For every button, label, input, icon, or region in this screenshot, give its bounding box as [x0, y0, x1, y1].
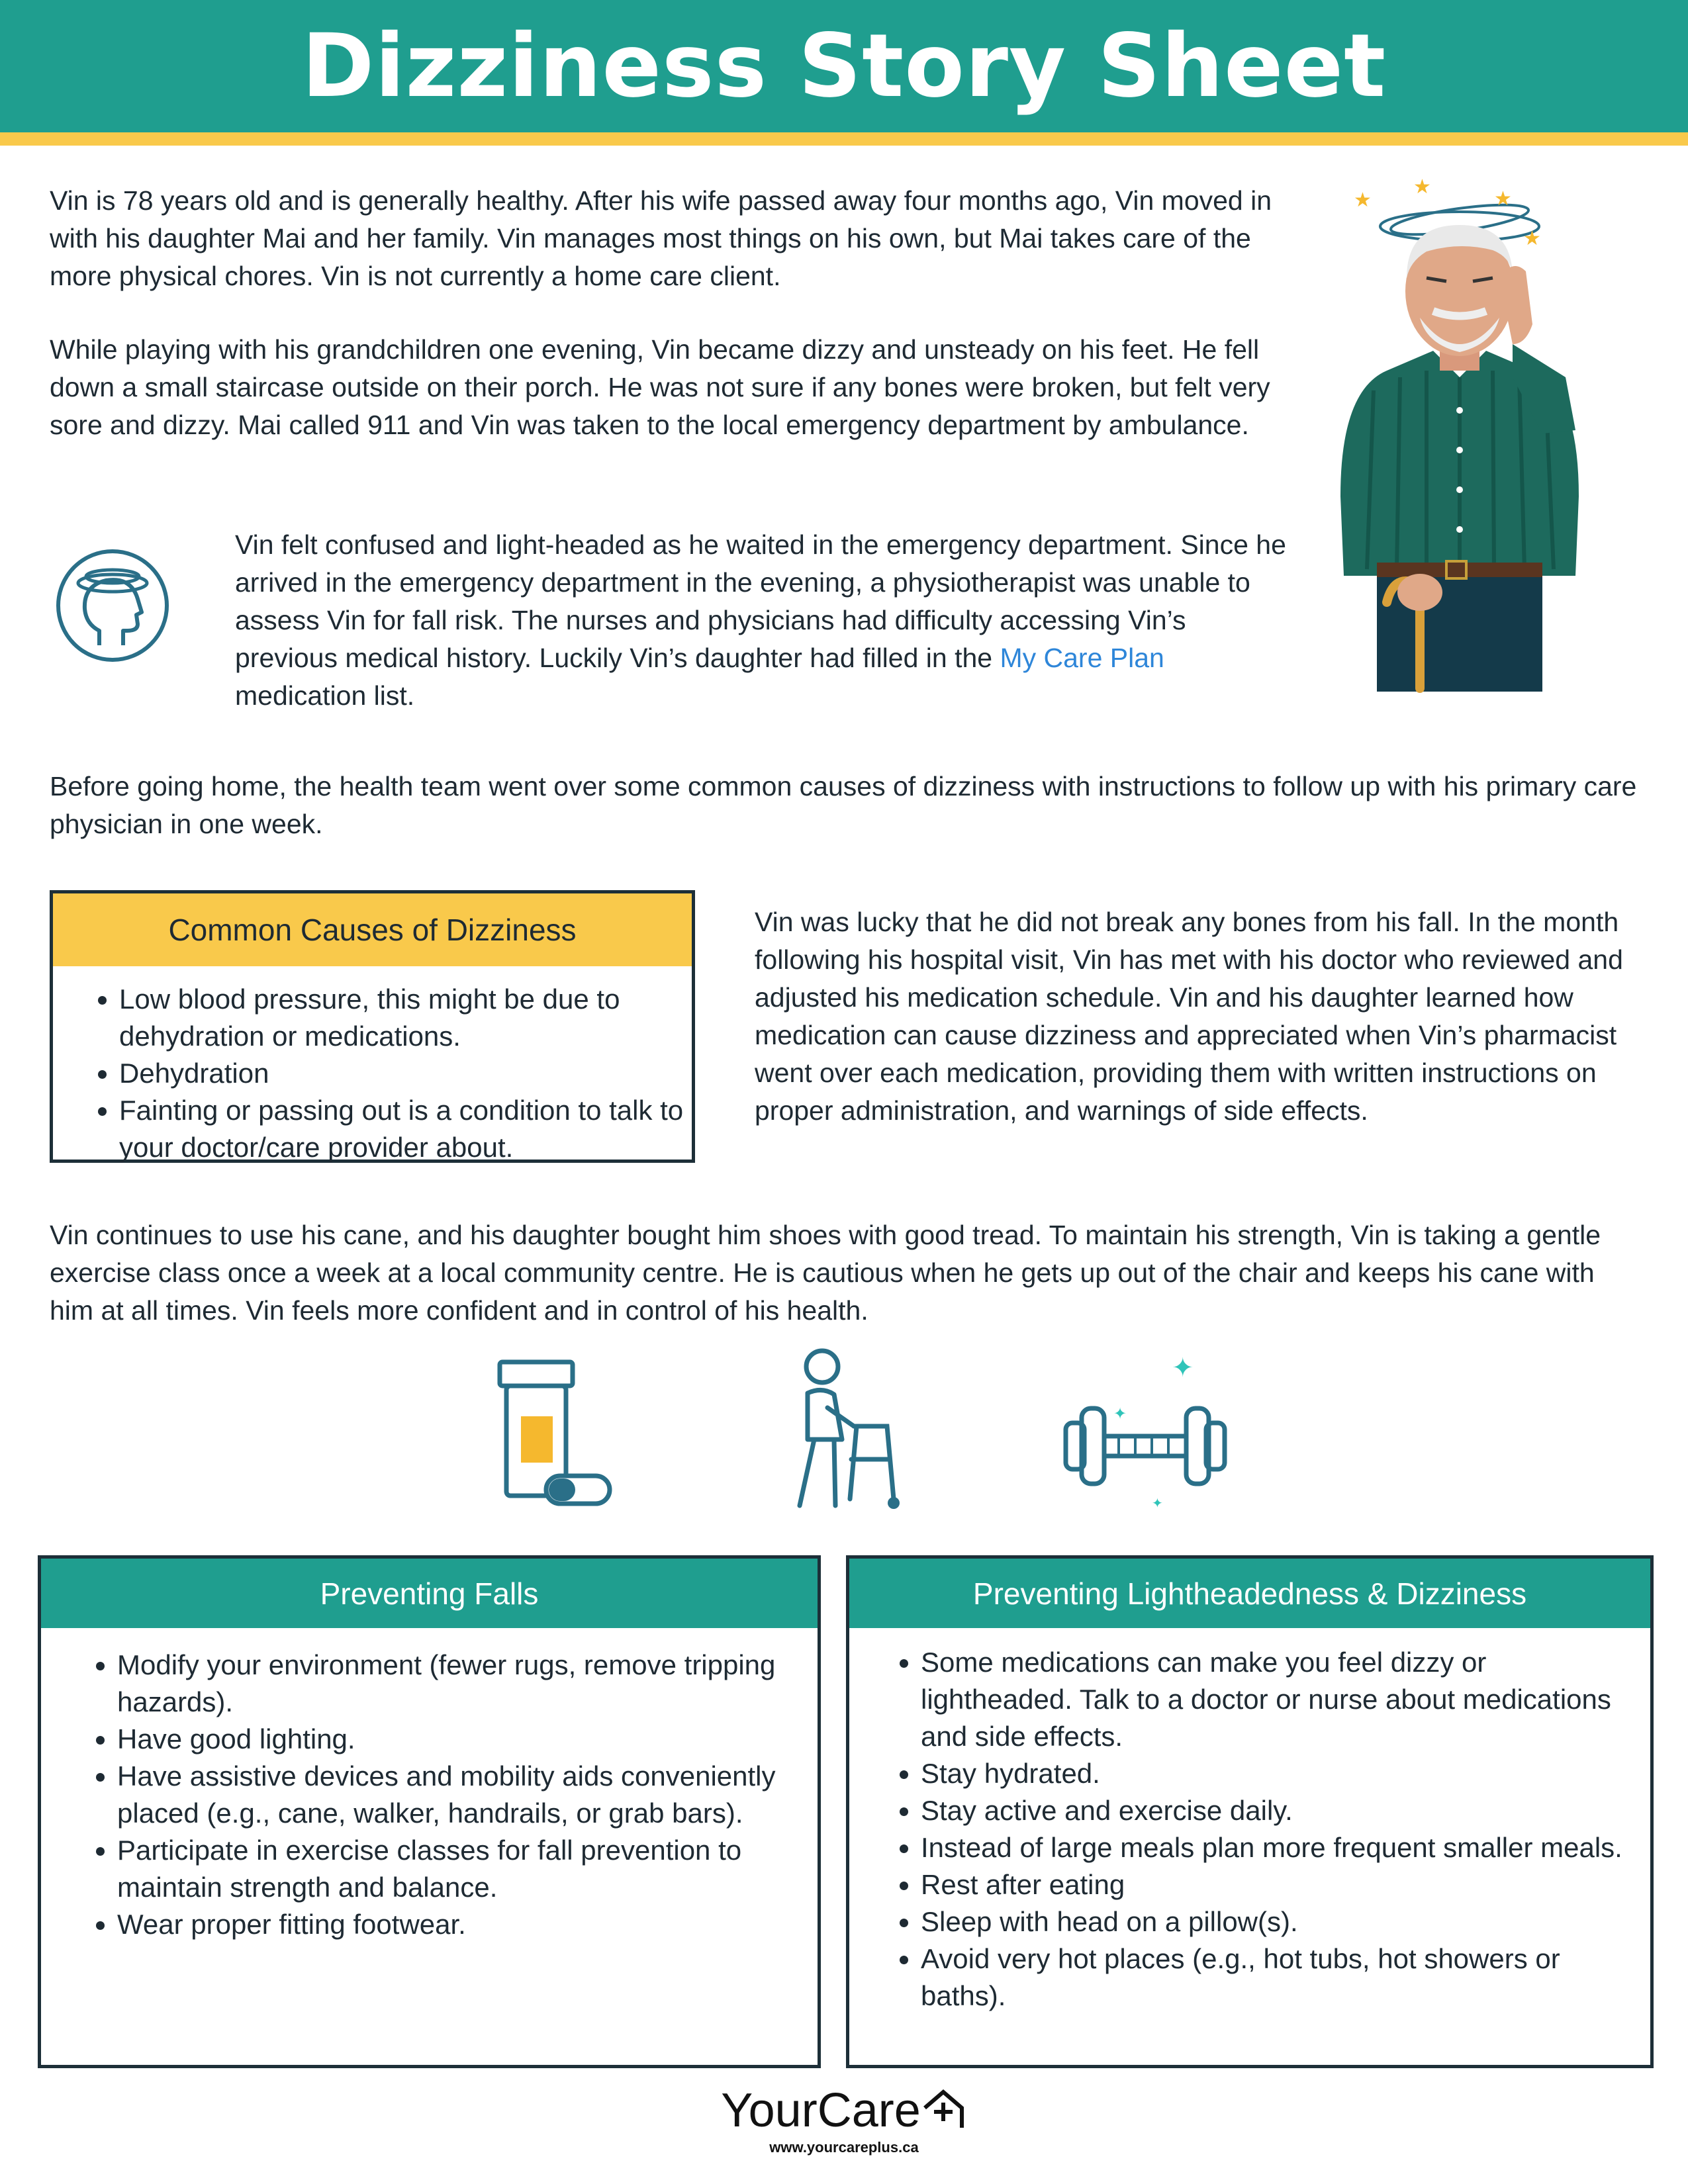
page-title: Dizziness Story Sheet [301, 15, 1387, 117]
list-item: • Stay hydrated. [921, 1755, 1630, 1792]
svg-text:✦: ✦ [1172, 1353, 1194, 1383]
my-care-plan-link[interactable]: My Care Plan [1000, 643, 1164, 673]
dumbbell-icon [1059, 1350, 1231, 1509]
common-causes-box [50, 890, 695, 1163]
list-item: • Sleep with head on a pillow(s). [921, 1903, 1630, 1940]
preventing-dizziness-box [846, 1555, 1654, 2068]
medication-bottle-icon [493, 1357, 612, 1509]
svg-text:★: ★ [1523, 228, 1541, 250]
svg-text:★: ★ [1494, 188, 1512, 210]
story-paragraph-4: Before going home, the health team went over some common causes of dizziness with instructions to follow up with his primary care physician in one week. [50, 771, 1637, 839]
preventing-falls-box [38, 1555, 821, 2068]
list-item: • Rest after eating [921, 1866, 1630, 1903]
preventing-falls-heading: Preventing Falls [41, 1559, 818, 1628]
list-item: • Modify your environment (fewer rugs, remove tripping hazards). [117, 1647, 791, 1721]
list-item: • Fainting or passing out is a condition to talk to your doctor/care provider about. [119, 1092, 692, 1166]
preventing-dizziness-heading: Preventing Lightheadedness & Dizziness [849, 1559, 1650, 1628]
list-item: • Have assistive devices and mobility aids conveniently placed (e.g., cane, walker, handrails, or grab bars). [117, 1758, 791, 1832]
list-item: • Wear proper fitting footwear. [117, 1906, 791, 1943]
list-item: • Some medications can make you feel dizzy or lightheaded. Talk to a doctor or nurse about medications and side effects. [921, 1644, 1630, 1755]
story-paragraph-2: While playing with his grandchildren one evening, Vin became dizzy and unsteady on his feet. He fell down a small staircase outside on their porch. He was not sure if any bones were broken, but felt very sore and dizzy. Mai called 911 and Vin was taken to the local emergency department by ambulance. [50, 334, 1270, 440]
list-item: • Participate in exercise classes for fall prevention to maintain strength and balance. [117, 1832, 791, 1906]
svg-text:✦: ✦ [1152, 1496, 1163, 1509]
header-accent-stripe [0, 132, 1688, 146]
common-causes-list [53, 981, 692, 1166]
list-item: • Dehydration [119, 1055, 692, 1092]
story-paragraph-6: Vin continues to use his cane, and his daughter bought him shoes with good tread. To maintain his strength, Vin is taking a gentle exercise class once a week at a local community centre. He is cautious when he gets up out of the chair and keeps his cane with him at all times. Vin feels more confident and in control of his health. [50, 1220, 1601, 1326]
story-paragraph-1: Vin is 78 years old and is generally healthy. After his wife passed away four months ago, Vin moved in with his daughter Mai and her family. Vin manages most things on his own, but Mai takes care of the more physical chores. Vin is not currently a home care client. [50, 185, 1272, 291]
dizzy-senior-illustration [1314, 179, 1605, 695]
preventing-dizziness-list [849, 1644, 1650, 2015]
list-item: • Avoid very hot places (e.g., hot tubs, hot showers or baths). [921, 1940, 1630, 2015]
svg-text:★: ★ [1413, 179, 1431, 198]
dizzy-head-icon [53, 546, 172, 665]
svg-text:★: ★ [1354, 189, 1372, 211]
common-causes-heading: Common Causes of Dizziness [53, 893, 692, 966]
list-item: • Low blood pressure, this might be due to dehydration or medications. [119, 981, 692, 1055]
paragraph-3-text: Vin felt confused and light-headed as he waited in the emergency department. Since he arrived in the emergency department in the evening, a physiotherapist was unable to assess Vin for fall risk. The nurses and physicians had difficulty accessing Vin’s previous medical history. Luckily Vin’s daughter had filled in the [235, 529, 1286, 673]
paragraph-3-text-end: medication list. [235, 680, 415, 711]
story-paragraph-5: Vin was lucky that he did not break any bones from his fall. In the month following his hospital visit, Vin has met with his doctor who reviewed and adjusted his medication schedule. Vin and his daughter learned how medication can cause dizziness and appreciated when Vin’s pharmacist went over each medication, providing them with written instructions on proper administration, and warnings of side effects. [755, 907, 1623, 1126]
footer-url[interactable]: www.yourcareplus.ca [769, 2139, 919, 2156]
house-plus-icon [921, 2088, 967, 2130]
yourcare-logo [712, 2083, 976, 2136]
list-item: • Instead of large meals plan more frequent smaller meals. [921, 1829, 1630, 1866]
svg-text:✦: ✦ [1113, 1405, 1127, 1423]
story-paragraph-3 [235, 526, 1294, 715]
walker-person-icon [788, 1347, 907, 1512]
list-item: • Stay active and exercise daily. [921, 1792, 1630, 1829]
preventing-falls-list [41, 1647, 818, 1943]
list-item: • Have good lighting. [117, 1721, 791, 1758]
logo-text: YourCare [721, 2084, 921, 2137]
